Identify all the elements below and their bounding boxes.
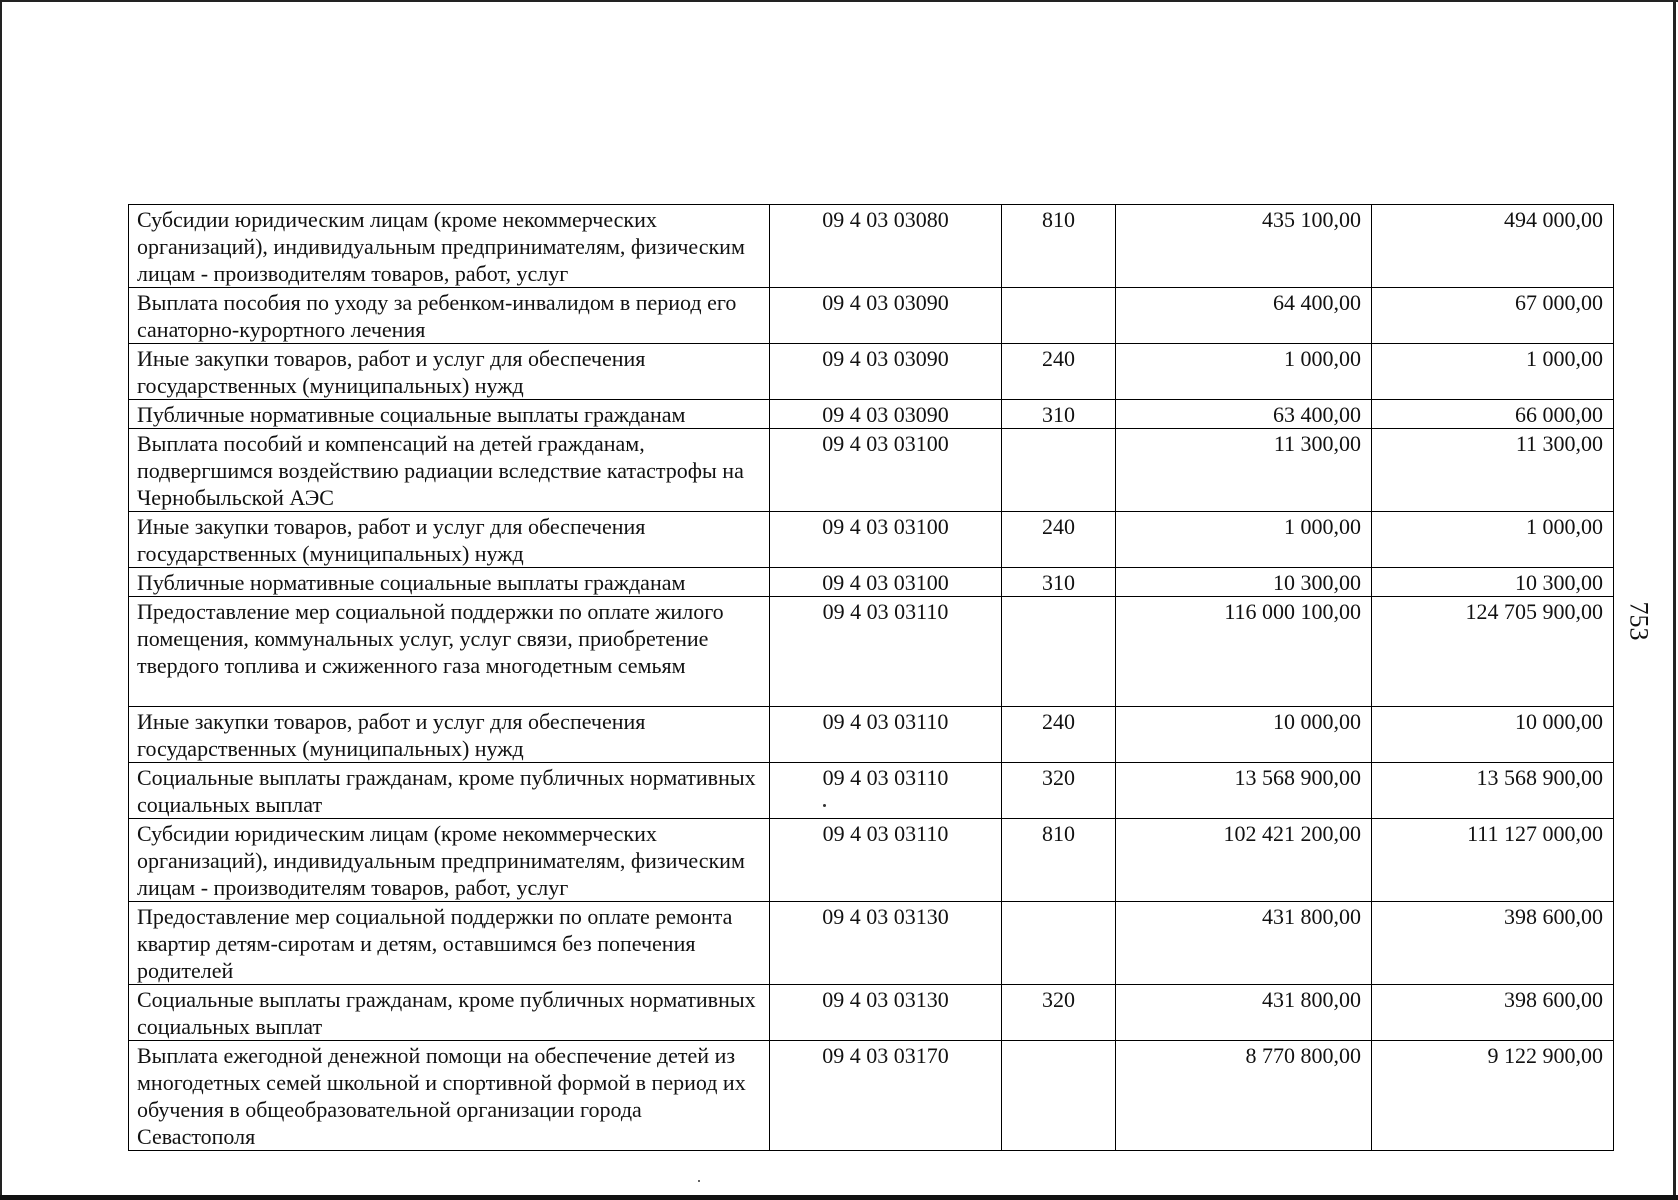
row-amount-1: 63 400,00 <box>1116 400 1372 429</box>
row-description: Выплата ежегодной денежной помощи на обеспечение детей из многодетных семей школьной и спортивной формой в период их обучения в общеобразовательной организации города Севастополя <box>129 1041 770 1151</box>
table-row <box>129 288 1614 344</box>
scan-speck <box>823 804 826 807</box>
row-amount-2: 9 122 900,00 <box>1372 1041 1614 1151</box>
row-amount-1: 13 568 900,00 <box>1116 763 1372 819</box>
scan-border-left <box>0 0 2 1200</box>
row-description: Публичные нормативные социальные выплаты гражданам <box>129 400 770 429</box>
row-description: Предоставление мер социальной поддержки по оплате ремонта квартир детям-сиротам и детям, оставшимся без попечения родителей <box>129 902 770 985</box>
row-target-code: 09 4 03 03080 <box>770 205 1002 288</box>
row-amount-2: 10 000,00 <box>1372 707 1614 763</box>
row-expense-type <box>1002 429 1116 512</box>
row-amount-1: 431 800,00 <box>1116 902 1372 985</box>
row-amount-2: 66 000,00 <box>1372 400 1614 429</box>
row-expense-type <box>1002 597 1116 707</box>
table-row <box>129 1041 1614 1151</box>
row-target-code: 09 4 03 03170 <box>770 1041 1002 1151</box>
row-amount-1: 431 800,00 <box>1116 985 1372 1041</box>
row-amount-2: 13 568 900,00 <box>1372 763 1614 819</box>
row-target-code: 09 4 03 03110 <box>770 597 1002 707</box>
row-target-code: 09 4 03 03110 <box>770 819 1002 902</box>
row-description: Выплата пособий и компенсаций на детей гражданам, подвергшимся воздействию радиации вследствие катастрофы на Чернобыльской АЭС <box>129 429 770 512</box>
row-description: Иные закупки товаров, работ и услуг для обеспечения государственных (муниципальных) нужд <box>129 512 770 568</box>
row-amount-1: 64 400,00 <box>1116 288 1372 344</box>
row-target-code: 09 4 03 03100 <box>770 429 1002 512</box>
row-description: Публичные нормативные социальные выплаты гражданам <box>129 568 770 597</box>
table-row <box>129 429 1614 512</box>
row-amount-1: 8 770 800,00 <box>1116 1041 1372 1151</box>
row-expense-type: 810 <box>1002 205 1116 288</box>
row-amount-2: 10 300,00 <box>1372 568 1614 597</box>
row-target-code: 09 4 03 03130 <box>770 985 1002 1041</box>
row-expense-type <box>1002 902 1116 985</box>
page-number: 753 <box>1624 601 1654 641</box>
row-target-code: 09 4 03 03100 <box>770 568 1002 597</box>
budget-table <box>128 204 1614 1151</box>
row-amount-2: 11 300,00 <box>1372 429 1614 512</box>
row-expense-type <box>1002 1041 1116 1151</box>
table-row <box>129 819 1614 902</box>
table-row <box>129 512 1614 568</box>
table-row <box>129 400 1614 429</box>
row-amount-2: 124 705 900,00 <box>1372 597 1614 707</box>
budget-table-body <box>129 205 1614 1151</box>
row-amount-2: 1 000,00 <box>1372 344 1614 400</box>
scan-border-bottom <box>0 1195 1678 1200</box>
row-expense-type: 240 <box>1002 344 1116 400</box>
row-amount-1: 435 100,00 <box>1116 205 1372 288</box>
table-row <box>129 902 1614 985</box>
row-description: Иные закупки товаров, работ и услуг для обеспечения государственных (муниципальных) нужд <box>129 344 770 400</box>
row-expense-type: 310 <box>1002 568 1116 597</box>
row-amount-2: 494 000,00 <box>1372 205 1614 288</box>
row-description: Выплата пособия по уходу за ребенком-инвалидом в период его санаторно-курортного лечения <box>129 288 770 344</box>
row-target-code: 09 4 03 03090 <box>770 400 1002 429</box>
row-amount-2: 111 127 000,00 <box>1372 819 1614 902</box>
row-expense-type: 810 <box>1002 819 1116 902</box>
table-row <box>129 985 1614 1041</box>
row-expense-type: 240 <box>1002 512 1116 568</box>
scan-speck <box>698 1180 700 1182</box>
row-expense-type: 320 <box>1002 763 1116 819</box>
row-target-code: 09 4 03 03100 <box>770 512 1002 568</box>
row-amount-2: 398 600,00 <box>1372 985 1614 1041</box>
row-description: Социальные выплаты гражданам, кроме публичных нормативных социальных выплат <box>129 763 770 819</box>
table-row <box>129 344 1614 400</box>
row-description: Субсидии юридическим лицам (кроме некоммерческих организаций), индивидуальным предпринимателям, физическим лицам - производителям товаров, работ, услуг <box>129 819 770 902</box>
row-expense-type: 240 <box>1002 707 1116 763</box>
row-amount-2: 398 600,00 <box>1372 902 1614 985</box>
row-target-code: 09 4 03 03130 <box>770 902 1002 985</box>
table-row <box>129 205 1614 288</box>
budget-table-container <box>128 204 1613 1151</box>
row-description: Социальные выплаты гражданам, кроме публичных нормативных социальных выплат <box>129 985 770 1041</box>
scan-border-right <box>1673 0 1676 1200</box>
row-expense-type: 310 <box>1002 400 1116 429</box>
row-amount-1: 116 000 100,00 <box>1116 597 1372 707</box>
row-amount-1: 102 421 200,00 <box>1116 819 1372 902</box>
row-target-code: 09 4 03 03110 <box>770 763 1002 819</box>
row-expense-type: 320 <box>1002 985 1116 1041</box>
row-amount-1: 1 000,00 <box>1116 344 1372 400</box>
row-amount-2: 67 000,00 <box>1372 288 1614 344</box>
row-target-code: 09 4 03 03090 <box>770 344 1002 400</box>
table-row <box>129 568 1614 597</box>
row-description: Предоставление мер социальной поддержки по оплате жилого помещения, коммунальных услуг, услуг связи, приобретение твердого топлива и сжиженного газа многодетным семьям <box>129 597 770 707</box>
table-row <box>129 597 1614 707</box>
row-target-code: 09 4 03 03110 <box>770 707 1002 763</box>
row-target-code: 09 4 03 03090 <box>770 288 1002 344</box>
row-amount-1: 1 000,00 <box>1116 512 1372 568</box>
row-amount-1: 10 000,00 <box>1116 707 1372 763</box>
row-amount-2: 1 000,00 <box>1372 512 1614 568</box>
row-expense-type <box>1002 288 1116 344</box>
row-amount-1: 11 300,00 <box>1116 429 1372 512</box>
row-description: Иные закупки товаров, работ и услуг для обеспечения государственных (муниципальных) нужд <box>129 707 770 763</box>
table-row <box>129 763 1614 819</box>
row-amount-1: 10 300,00 <box>1116 568 1372 597</box>
row-description: Субсидии юридическим лицам (кроме некоммерческих организаций), индивидуальным предпринимателям, физическим лицам - производителям товаров, работ, услуг <box>129 205 770 288</box>
table-row <box>129 707 1614 763</box>
scan-border-top <box>0 0 1678 2</box>
